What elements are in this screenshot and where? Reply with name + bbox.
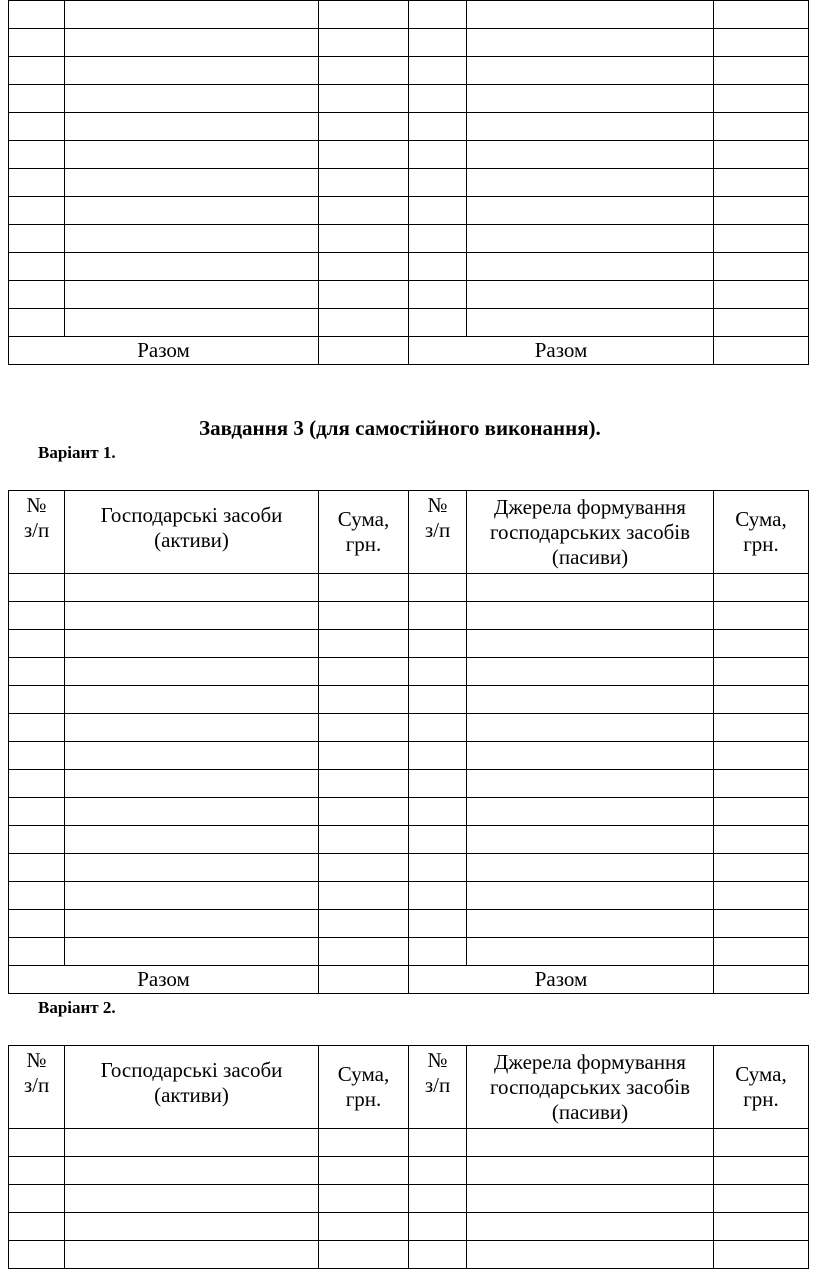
table-cell[interactable] — [65, 141, 319, 169]
table-cell[interactable] — [9, 1185, 65, 1213]
table-cell[interactable] — [467, 169, 714, 197]
table-cell[interactable] — [65, 798, 319, 826]
sum2-header-line2: грн. — [743, 1087, 779, 1111]
table-cell[interactable] — [409, 57, 467, 85]
sum-header-line2: грн. — [345, 1087, 382, 1111]
table-cell[interactable] — [409, 85, 467, 113]
table-cell[interactable] — [319, 57, 409, 85]
top-table-body — [9, 1, 809, 337]
assets-header — [65, 1046, 319, 1129]
table-cell[interactable] — [467, 225, 714, 253]
table-cell[interactable] — [714, 826, 809, 854]
table-cell[interactable] — [409, 309, 467, 337]
table-cell[interactable] — [467, 1157, 714, 1185]
table-cell[interactable] — [409, 1, 467, 29]
table-row — [9, 85, 809, 113]
table-row — [9, 113, 809, 141]
table-cell[interactable] — [9, 798, 65, 826]
table-cell[interactable] — [9, 225, 65, 253]
table-cell[interactable] — [714, 882, 809, 910]
table-cell[interactable] — [319, 197, 409, 225]
table-cell[interactable] — [65, 1185, 319, 1213]
sources-header-line3: (пасиви) — [551, 544, 629, 569]
table-cell[interactable] — [65, 574, 319, 602]
table-cell[interactable] — [714, 854, 809, 882]
table-cell[interactable] — [65, 1241, 319, 1269]
table-cell[interactable] — [714, 1, 809, 29]
table-cell[interactable] — [714, 742, 809, 770]
table-cell[interactable] — [319, 113, 409, 141]
table-cell[interactable] — [409, 1185, 467, 1213]
table-cell[interactable] — [409, 770, 467, 798]
table-cell[interactable] — [319, 1157, 409, 1185]
table-cell[interactable] — [319, 141, 409, 169]
table-cell[interactable] — [319, 85, 409, 113]
table-cell[interactable] — [714, 29, 809, 57]
table-cell[interactable] — [467, 197, 714, 225]
table-cell[interactable] — [319, 1213, 409, 1241]
table-cell[interactable] — [467, 630, 714, 658]
table-cell[interactable] — [9, 1157, 65, 1185]
table-cell[interactable] — [409, 281, 467, 309]
variant2-label: Варіант 2. — [38, 998, 116, 1017]
table-row — [9, 630, 809, 658]
table-cell[interactable] — [65, 197, 319, 225]
table-cell[interactable] — [319, 281, 409, 309]
table-cell[interactable] — [319, 770, 409, 798]
variant1-total-row — [9, 966, 809, 994]
sum-header-line1: Сума, — [337, 507, 390, 531]
table-cell[interactable] — [409, 938, 467, 966]
table-cell[interactable] — [409, 141, 467, 169]
table-cell[interactable] — [467, 1, 714, 29]
num2-header — [409, 491, 467, 574]
table-cell[interactable] — [409, 686, 467, 714]
table-cell[interactable] — [467, 1129, 714, 1157]
table-cell[interactable] — [65, 1129, 319, 1157]
variant1-total-right-label: Разом — [409, 966, 714, 994]
table-cell[interactable] — [9, 309, 65, 337]
table-cell[interactable] — [714, 686, 809, 714]
table-cell[interactable] — [65, 309, 319, 337]
table-cell[interactable] — [409, 169, 467, 197]
table-row — [9, 141, 809, 169]
table-cell[interactable] — [409, 714, 467, 742]
table-cell[interactable] — [9, 714, 65, 742]
table-cell[interactable] — [409, 1157, 467, 1185]
table-cell[interactable] — [409, 1241, 467, 1269]
sources-header — [467, 491, 714, 574]
variant1-balance-table — [8, 490, 809, 994]
total-left-sum[interactable] — [319, 337, 409, 365]
table-cell[interactable] — [409, 630, 467, 658]
variant1-table-body — [9, 574, 809, 966]
table-row — [9, 826, 809, 854]
table-cell[interactable] — [65, 630, 319, 658]
table-cell[interactable] — [467, 938, 714, 966]
table-cell[interactable] — [9, 574, 65, 602]
total-right-label: Разом — [409, 337, 714, 365]
table-cell[interactable] — [714, 938, 809, 966]
table-cell[interactable] — [467, 770, 714, 798]
sum2-header-line2: грн. — [743, 532, 779, 556]
assets-header-line2: (активи) — [154, 528, 229, 552]
table-cell[interactable] — [9, 29, 65, 57]
table-cell[interactable] — [467, 57, 714, 85]
table-cell[interactable] — [409, 1213, 467, 1241]
table-cell[interactable] — [714, 770, 809, 798]
table-cell[interactable] — [714, 141, 809, 169]
table-cell[interactable] — [9, 197, 65, 225]
table-cell[interactable] — [9, 85, 65, 113]
table-cell[interactable] — [9, 141, 65, 169]
num-header-symbol: № — [26, 1048, 47, 1072]
table-cell[interactable] — [319, 169, 409, 197]
sum-header-line2: грн. — [345, 532, 382, 556]
sum2-header — [714, 491, 809, 574]
table-cell[interactable] — [65, 770, 319, 798]
table-cell[interactable] — [467, 742, 714, 770]
table-cell[interactable] — [409, 225, 467, 253]
table-cell[interactable] — [319, 630, 409, 658]
table-cell[interactable] — [714, 309, 809, 337]
table-row — [9, 57, 809, 85]
table-cell[interactable] — [409, 574, 467, 602]
table-cell[interactable] — [467, 602, 714, 630]
table-cell[interactable] — [9, 1213, 65, 1241]
table-cell[interactable] — [319, 309, 409, 337]
assets-header-line1: Господарські засоби — [100, 503, 283, 527]
table-cell[interactable] — [467, 29, 714, 57]
table-cell[interactable] — [467, 798, 714, 826]
table-cell[interactable] — [65, 113, 319, 141]
table-cell[interactable] — [409, 854, 467, 882]
table-cell[interactable] — [9, 854, 65, 882]
variant1-header-row — [9, 491, 809, 574]
table-cell[interactable] — [9, 253, 65, 281]
table-cell[interactable] — [9, 770, 65, 798]
table-cell[interactable] — [467, 882, 714, 910]
table-cell[interactable] — [65, 826, 319, 854]
variant1-total-left-sum[interactable] — [319, 966, 409, 994]
table-row — [9, 225, 809, 253]
table-row — [9, 742, 809, 770]
table-cell[interactable] — [9, 1129, 65, 1157]
table-cell[interactable] — [714, 658, 809, 686]
table-cell[interactable] — [319, 1241, 409, 1269]
table-cell[interactable] — [467, 714, 714, 742]
table-cell[interactable] — [467, 686, 714, 714]
table-row — [9, 602, 809, 630]
table-row — [9, 910, 809, 938]
table-cell[interactable] — [467, 113, 714, 141]
table-cell[interactable] — [65, 169, 319, 197]
table-cell[interactable] — [9, 938, 65, 966]
table-row — [9, 309, 809, 337]
sources-header-line2: господарських засобів — [489, 519, 691, 544]
table-cell[interactable] — [319, 1185, 409, 1213]
table-cell[interactable] — [65, 1, 319, 29]
table-cell[interactable] — [319, 882, 409, 910]
table-cell[interactable] — [467, 1241, 714, 1269]
table-cell[interactable] — [467, 854, 714, 882]
table-row — [9, 574, 809, 602]
table-cell[interactable] — [9, 686, 65, 714]
table-cell[interactable] — [467, 1185, 714, 1213]
table-row — [9, 658, 809, 686]
table-cell[interactable] — [65, 714, 319, 742]
num-header-text: з/п — [23, 1073, 50, 1097]
table-cell[interactable] — [9, 658, 65, 686]
num2-header-text: з/п — [424, 518, 451, 542]
table-row — [9, 1213, 809, 1241]
table-cell[interactable] — [319, 714, 409, 742]
table-cell[interactable] — [467, 910, 714, 938]
table-cell[interactable] — [467, 1213, 714, 1241]
variant1-label: Варіант 1. — [38, 443, 116, 462]
num2-header-symbol: № — [427, 493, 448, 517]
table-cell[interactable] — [9, 742, 65, 770]
sum-header — [319, 491, 409, 574]
table-row — [9, 714, 809, 742]
table-row — [9, 29, 809, 57]
table-cell[interactable] — [467, 574, 714, 602]
table-row — [9, 1241, 809, 1269]
table-cell[interactable] — [319, 910, 409, 938]
table-cell[interactable] — [467, 253, 714, 281]
sum-header — [319, 1046, 409, 1129]
num-header-symbol: № — [26, 493, 47, 517]
table-row — [9, 169, 809, 197]
table-cell[interactable] — [319, 602, 409, 630]
table-row — [9, 854, 809, 882]
table-cell[interactable] — [319, 574, 409, 602]
table-cell[interactable] — [714, 169, 809, 197]
table-cell[interactable] — [467, 826, 714, 854]
table-cell[interactable] — [65, 85, 319, 113]
table-row — [9, 770, 809, 798]
table-row — [9, 1185, 809, 1213]
table-cell[interactable] — [467, 85, 714, 113]
table-cell[interactable] — [714, 630, 809, 658]
table-cell[interactable] — [319, 798, 409, 826]
table-cell[interactable] — [65, 910, 319, 938]
table-cell[interactable] — [714, 281, 809, 309]
table-cell[interactable] — [9, 630, 65, 658]
table-cell[interactable] — [319, 658, 409, 686]
table-cell[interactable] — [467, 309, 714, 337]
num-header — [9, 491, 65, 574]
table-cell[interactable] — [9, 826, 65, 854]
table-cell[interactable] — [714, 714, 809, 742]
table-cell[interactable] — [409, 29, 467, 57]
table-cell[interactable] — [319, 1129, 409, 1157]
assets-header-line2: (активи) — [154, 1083, 229, 1107]
table-cell[interactable] — [319, 938, 409, 966]
table-cell[interactable] — [714, 225, 809, 253]
table-cell[interactable] — [319, 253, 409, 281]
table-cell[interactable] — [714, 798, 809, 826]
table-cell[interactable] — [714, 57, 809, 85]
variant2-balance-table — [8, 1045, 809, 1269]
table-cell[interactable] — [409, 253, 467, 281]
table-cell[interactable] — [409, 602, 467, 630]
table-row — [9, 253, 809, 281]
table-cell[interactable] — [409, 197, 467, 225]
table-cell[interactable] — [9, 57, 65, 85]
table-cell[interactable] — [65, 57, 319, 85]
table-cell[interactable] — [65, 1213, 319, 1241]
table-row — [9, 1, 809, 29]
table-cell[interactable] — [9, 1241, 65, 1269]
table-cell[interactable] — [65, 882, 319, 910]
variant2-table-body — [9, 1129, 809, 1269]
table-cell[interactable] — [714, 113, 809, 141]
table-row — [9, 1157, 809, 1185]
table-cell[interactable] — [409, 1129, 467, 1157]
table-cell[interactable] — [409, 658, 467, 686]
table-row — [9, 938, 809, 966]
sources-header-line1: Джерела формування — [494, 494, 686, 519]
table-cell[interactable] — [714, 1213, 809, 1241]
table-cell[interactable] — [65, 686, 319, 714]
sources-header-line2: господарських засобів — [489, 1074, 691, 1099]
table-cell[interactable] — [65, 29, 319, 57]
table-cell[interactable] — [319, 686, 409, 714]
table-cell[interactable] — [409, 882, 467, 910]
table-cell[interactable] — [714, 85, 809, 113]
table-cell[interactable] — [409, 910, 467, 938]
table-cell[interactable] — [319, 854, 409, 882]
sum2-header-line1: Сума, — [735, 1062, 787, 1086]
table-cell[interactable] — [319, 742, 409, 770]
top-balance-table — [8, 0, 809, 365]
table-cell[interactable] — [409, 826, 467, 854]
table-row — [9, 686, 809, 714]
num2-header-text: з/п — [424, 1073, 451, 1097]
table-row — [9, 798, 809, 826]
table-cell[interactable] — [319, 826, 409, 854]
sources-header-line3: (пасиви) — [551, 1099, 629, 1124]
table-cell[interactable] — [467, 281, 714, 309]
table-cell[interactable] — [65, 742, 319, 770]
variant1-total-left-label: Разом — [9, 966, 319, 994]
table-cell[interactable] — [9, 882, 65, 910]
table-cell[interactable] — [9, 910, 65, 938]
variant2-header-row — [9, 1046, 809, 1129]
table-cell[interactable] — [65, 225, 319, 253]
sum2-header-line1: Сума, — [735, 507, 787, 531]
task-title: Завдання 3 (для самостійного виконання). — [199, 416, 601, 440]
table-row — [9, 281, 809, 309]
num2-header — [409, 1046, 467, 1129]
table-cell[interactable] — [319, 1, 409, 29]
table-cell[interactable] — [9, 169, 65, 197]
num2-header-symbol: № — [427, 1048, 448, 1072]
table-cell[interactable] — [714, 1185, 809, 1213]
table-row — [9, 1129, 809, 1157]
num-header — [9, 1046, 65, 1129]
table-cell[interactable] — [65, 658, 319, 686]
table-row — [9, 882, 809, 910]
table-cell[interactable] — [319, 29, 409, 57]
table-cell[interactable] — [714, 1157, 809, 1185]
table-cell[interactable] — [65, 602, 319, 630]
table-cell[interactable] — [65, 281, 319, 309]
assets-header-line1: Господарські засоби — [100, 1058, 283, 1082]
sum-header-line1: Сума, — [337, 1062, 390, 1086]
table-cell[interactable] — [714, 1241, 809, 1269]
table-cell[interactable] — [65, 854, 319, 882]
table-cell[interactable] — [65, 253, 319, 281]
table-cell[interactable] — [65, 1157, 319, 1185]
assets-header — [65, 491, 319, 574]
table-cell[interactable] — [714, 1129, 809, 1157]
top-total-row — [9, 337, 809, 365]
table-cell[interactable] — [409, 798, 467, 826]
table-cell[interactable] — [9, 1, 65, 29]
table-cell[interactable] — [409, 742, 467, 770]
table-cell[interactable] — [714, 574, 809, 602]
sources-header — [467, 1046, 714, 1129]
sum2-header — [714, 1046, 809, 1129]
table-cell[interactable] — [714, 602, 809, 630]
table-row — [9, 197, 809, 225]
total-left-label: Разом — [9, 337, 319, 365]
sources-header-line1: Джерела формування — [494, 1049, 686, 1074]
table-cell[interactable] — [467, 141, 714, 169]
table-cell[interactable] — [9, 602, 65, 630]
table-cell[interactable] — [467, 658, 714, 686]
table-cell[interactable] — [9, 113, 65, 141]
table-cell[interactable] — [714, 197, 809, 225]
table-cell[interactable] — [65, 938, 319, 966]
table-cell[interactable] — [9, 281, 65, 309]
variant1-total-right-sum[interactable] — [714, 966, 809, 994]
num-header-text: з/п — [23, 518, 50, 542]
table-cell[interactable] — [714, 253, 809, 281]
table-cell[interactable] — [714, 910, 809, 938]
total-right-sum[interactable] — [714, 337, 809, 365]
table-cell[interactable] — [319, 225, 409, 253]
table-cell[interactable] — [409, 113, 467, 141]
